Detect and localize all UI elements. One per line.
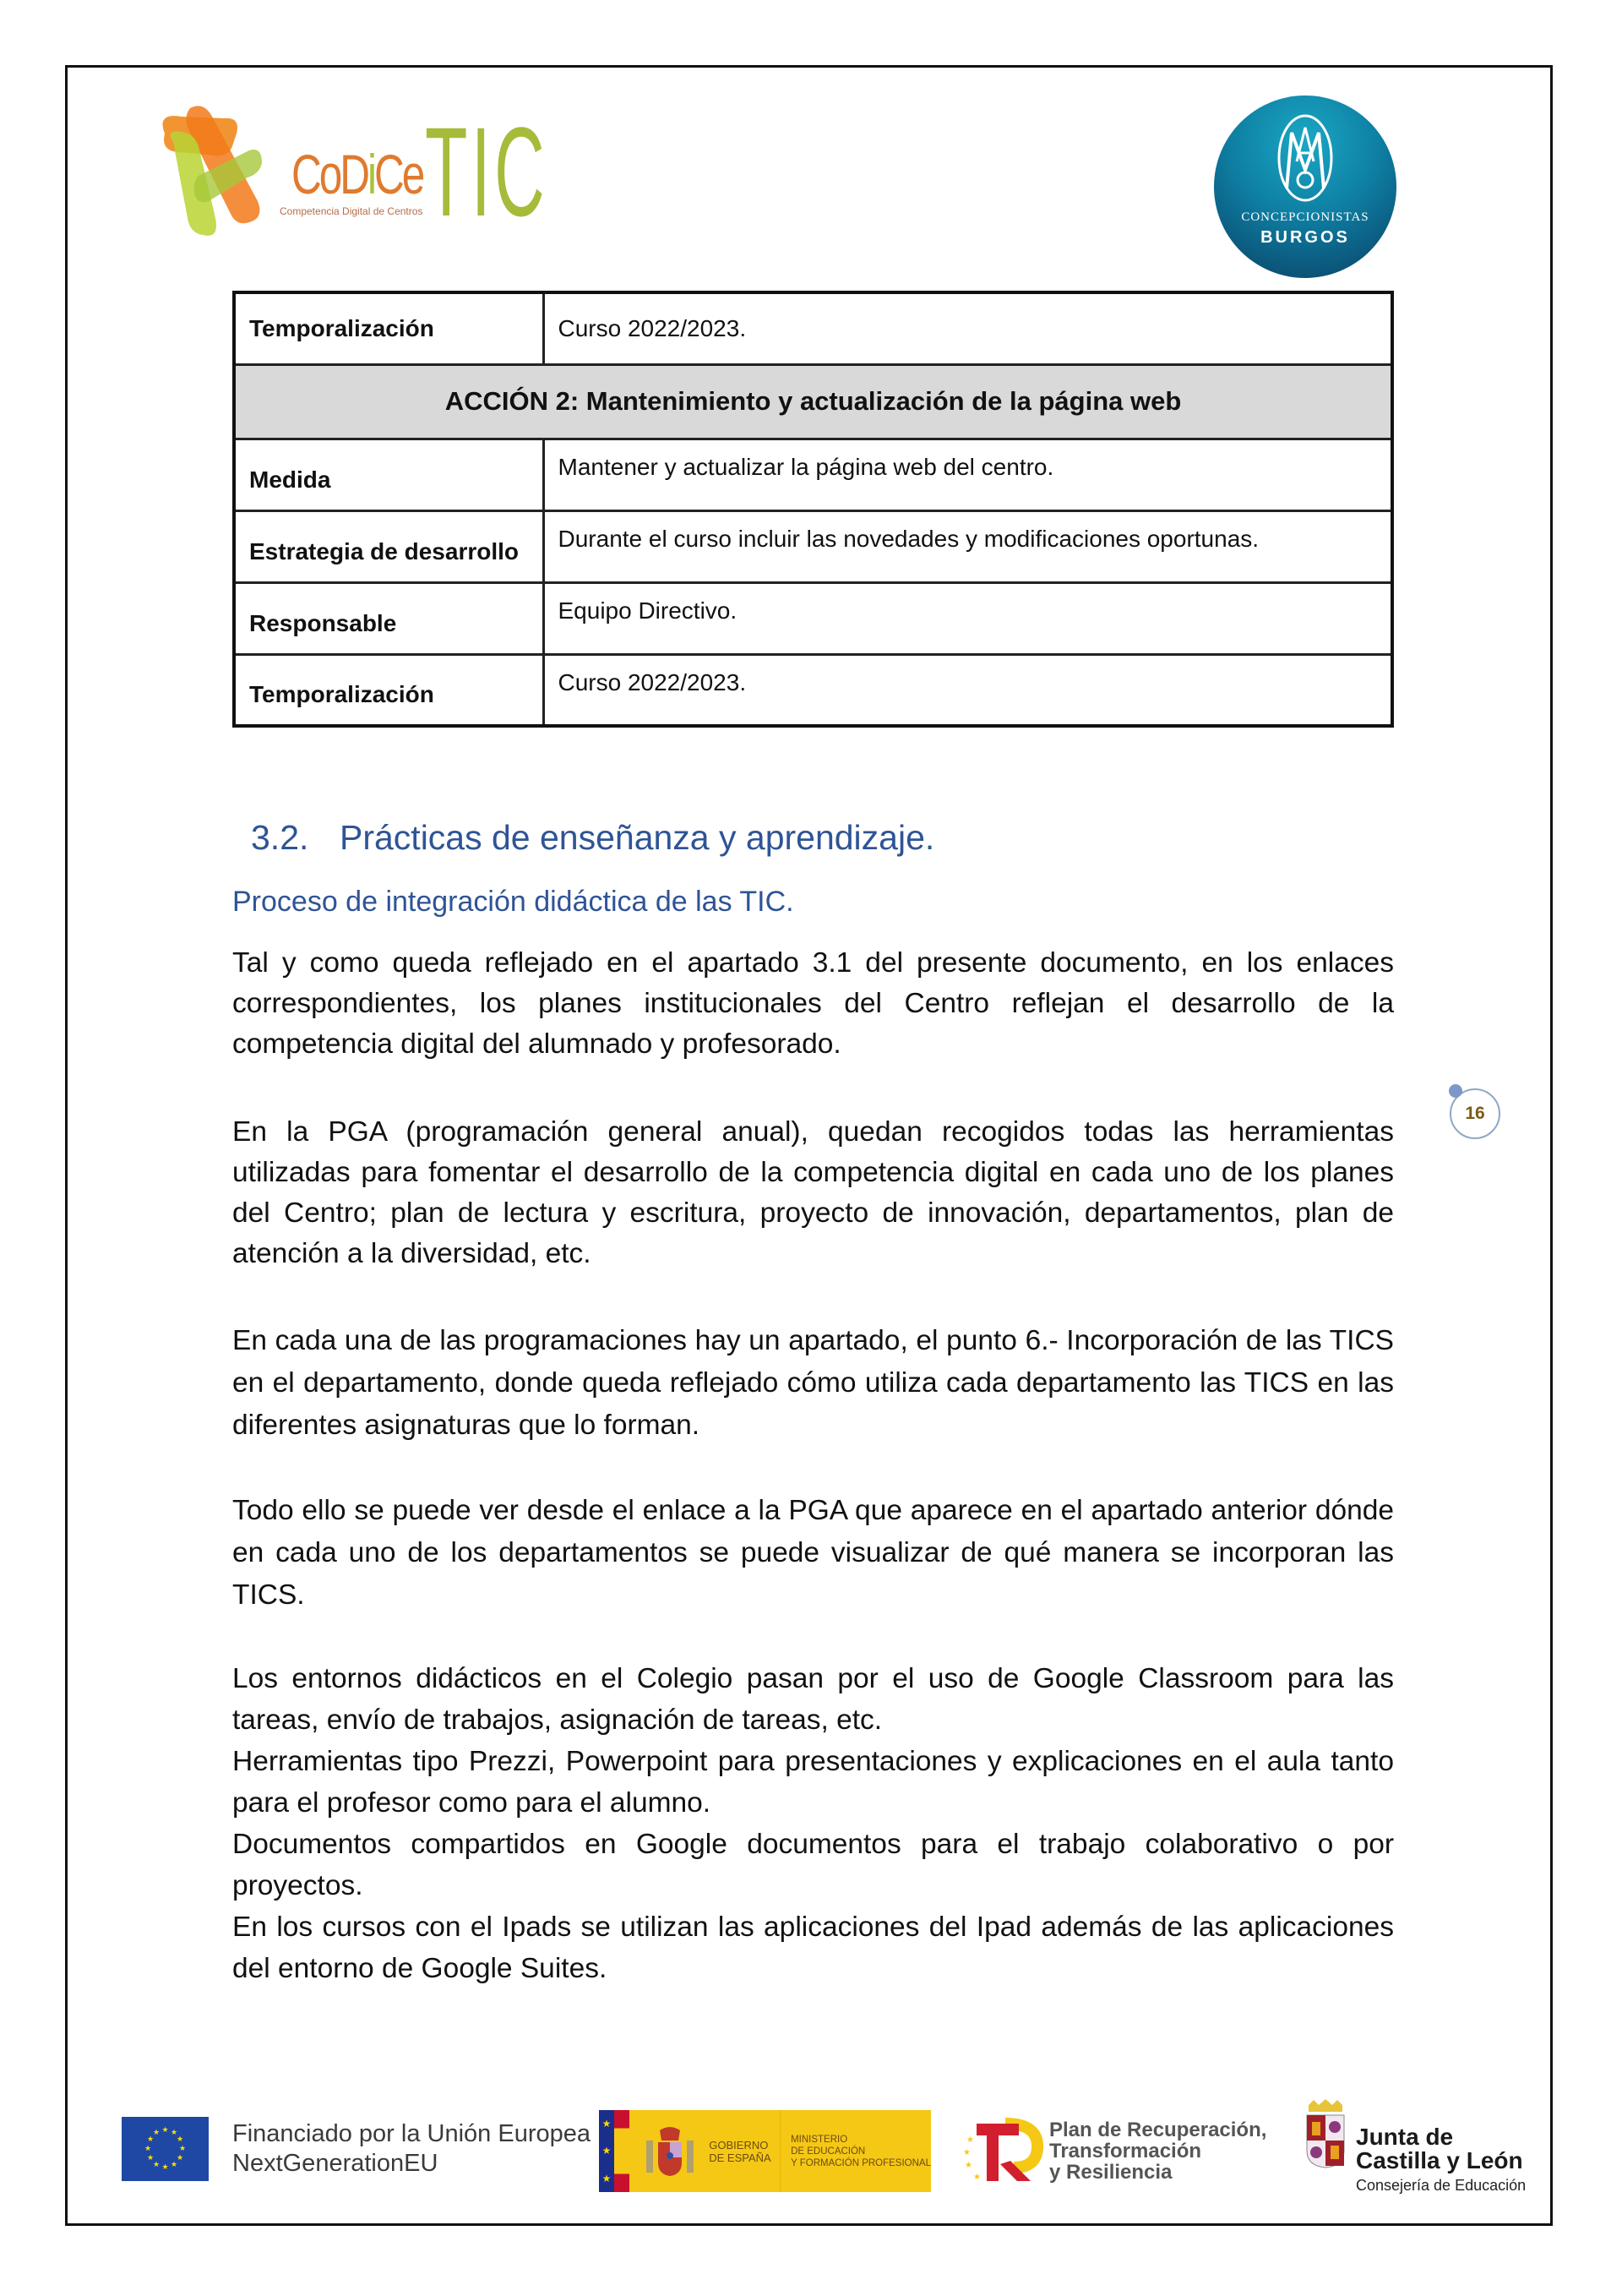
ministry-text: DE EDUCACIÓN xyxy=(791,2146,866,2157)
castilla-leon-shield-icon xyxy=(1304,2110,1347,2171)
paragraph xyxy=(232,1490,1394,1617)
paragraph-line: Herramientas tipo Prezzi, Powerpoint para presentaciones y explicaciones en el aula tanto para el profesor como para el alumno. xyxy=(232,1746,1394,1819)
paragraph-line: En los cursos con el Ipads se utilizan las aplicaciones del Ipad además de las aplicaciones del entorno de Google Suites. xyxy=(232,1912,1394,1984)
paragraph xyxy=(232,1658,1394,1989)
svg-text:★: ★ xyxy=(161,2162,169,2171)
monogram-icon xyxy=(1275,111,1336,205)
codice-tic-logo xyxy=(148,100,549,248)
gob-text: DE ESPAÑA xyxy=(709,2151,771,2164)
svg-text:★: ★ xyxy=(146,2153,155,2162)
action-table xyxy=(232,291,1394,728)
row-label: Temporalización xyxy=(234,654,543,726)
row-value: Durante el curso incluir las novedades y modificaciones oportunas. xyxy=(543,510,1392,582)
codice-subtitle: Competencia Digital de Centros xyxy=(280,205,423,217)
svg-text:★: ★ xyxy=(144,2144,152,2152)
row-label: Responsable xyxy=(234,582,543,654)
concepcionistas-burgos-logo xyxy=(1214,95,1396,278)
jcyl-line-3: Consejería de Educación xyxy=(1356,2177,1527,2194)
page-number: 16 xyxy=(1450,1088,1500,1139)
svg-text:★: ★ xyxy=(176,2153,184,2162)
svg-text:★: ★ xyxy=(965,2161,972,2170)
row-label: Temporalización xyxy=(234,292,543,364)
logo-name: CONCEPCIONISTAS xyxy=(1241,210,1369,224)
paragraph-text: En la PGA (programación general anual), quedan recogidos todas las herramientas utilizadas para fomentar el desarrollo de la competencia digital en cada uno de los planes del Centro; plan de lectura y escritura, proyecto de innovación, departamentos, plan de atención a la diversidad, etc. xyxy=(232,1116,1394,1269)
ministry-text: Y FORMACIÓN PROFESIONAL xyxy=(791,2157,931,2168)
svg-text:★: ★ xyxy=(152,2160,161,2168)
section-number: 3.2. xyxy=(251,818,309,857)
svg-text:★: ★ xyxy=(152,2128,161,2136)
paragraph xyxy=(232,1320,1394,1447)
logo-city: BURGOS xyxy=(1260,228,1350,247)
section-title: Prácticas de enseñanza y aprendizaje. xyxy=(340,818,935,857)
spain-coat-of-arms-icon xyxy=(641,2122,699,2181)
paragraph-text: En cada una de las programaciones hay un apartado, el punto 6.- Incorporación de las TICS en el departamento, donde queda reflejado cómo utiliza cada departamento las TICS en las diferentes asignaturas que lo forman. xyxy=(232,1325,1394,1441)
action-title: ACCIÓN 2: Mantenimiento y actualización de la página web xyxy=(234,364,1392,439)
row-value: Curso 2022/2023. xyxy=(543,654,1392,726)
svg-text:★: ★ xyxy=(161,2125,169,2134)
junta-castilla-leon-logo xyxy=(1304,2100,1526,2195)
divider xyxy=(780,2110,781,2192)
table-row xyxy=(234,654,1392,726)
tic-wordmark: TIC xyxy=(425,101,549,243)
eu-line-1: Financiado por la Unión Europea xyxy=(232,2120,591,2147)
paragraph-text: Tal y como queda reflejado en el apartado 3.1 del presente documento, en los enlaces correspondientes, los planes institucionales del Centro reflejan el desarrollo de la competencia digital del alumnado y profesorado. xyxy=(232,947,1394,1060)
svg-text:★: ★ xyxy=(176,2135,184,2143)
svg-text:★: ★ xyxy=(170,2128,178,2136)
paragraph xyxy=(232,943,1394,1065)
gobierno-espana-logo xyxy=(599,2110,931,2192)
section-heading xyxy=(251,818,934,858)
prtr-tr-icon xyxy=(961,2117,1046,2184)
subsection-heading: Proceso de integración didáctica de las TIC. xyxy=(232,886,794,918)
svg-text:★: ★ xyxy=(963,2148,971,2157)
table-row xyxy=(234,510,1392,582)
row-label: Estrategia de desarrollo xyxy=(234,510,543,582)
svg-text:★: ★ xyxy=(973,2173,981,2182)
prtr-text: Plan de Recuperación, xyxy=(1049,2118,1267,2141)
jcyl-line-2: Castilla y León xyxy=(1356,2147,1523,2173)
paragraph-line: Documentos compartidos en Google documentos para el trabajo colaborativo o por proyectos. xyxy=(232,1829,1394,1901)
svg-text:★: ★ xyxy=(146,2135,155,2143)
paragraph-text: Todo ello se puede ver desde el enlace a la PGA que aparece en el apartado anterior dónde en cada uno de los departamentos se puede visualizar de qué manera se incorporan las TICS. xyxy=(232,1495,1394,1611)
svg-text:★: ★ xyxy=(178,2144,187,2152)
paragraph-line: Los entornos didácticos en el Colegio pasan por el uso de Google Classroom para las tareas, envío de trabajos, asignación de tareas, etc. xyxy=(232,1663,1394,1736)
svg-text:★: ★ xyxy=(966,2135,974,2145)
row-label: Medida xyxy=(234,439,543,510)
page-number-dot-icon xyxy=(1449,1084,1462,1098)
prtr-text: y Resiliencia xyxy=(1049,2160,1173,2184)
codice-wordmark: CoDiCe xyxy=(291,143,423,205)
table-header-row xyxy=(234,364,1392,439)
plan-recuperacion-logo xyxy=(961,2117,1266,2184)
table-row xyxy=(234,292,1392,364)
ministry-text: MINISTERIO xyxy=(791,2134,848,2145)
prtr-text: Transformación xyxy=(1049,2139,1202,2162)
table-row xyxy=(234,582,1392,654)
spain-stripes-icon: ★ ★ ★ xyxy=(599,2110,629,2192)
eu-line-2: NextGenerationEU xyxy=(232,2150,438,2177)
jcyl-line-1: Junta de xyxy=(1356,2124,1454,2150)
gob-text: GOBIERNO xyxy=(709,2138,769,2151)
eu-flag-icon xyxy=(122,2117,209,2181)
table-row xyxy=(234,439,1392,510)
row-value: Mantener y actualizar la página web del centro. xyxy=(543,439,1392,510)
paragraph xyxy=(232,1112,1394,1274)
eu-funding-logo xyxy=(122,2117,591,2181)
row-value: Equipo Directivo. xyxy=(543,582,1392,654)
row-value: Curso 2022/2023. xyxy=(543,292,1392,364)
svg-text:★: ★ xyxy=(170,2160,178,2168)
